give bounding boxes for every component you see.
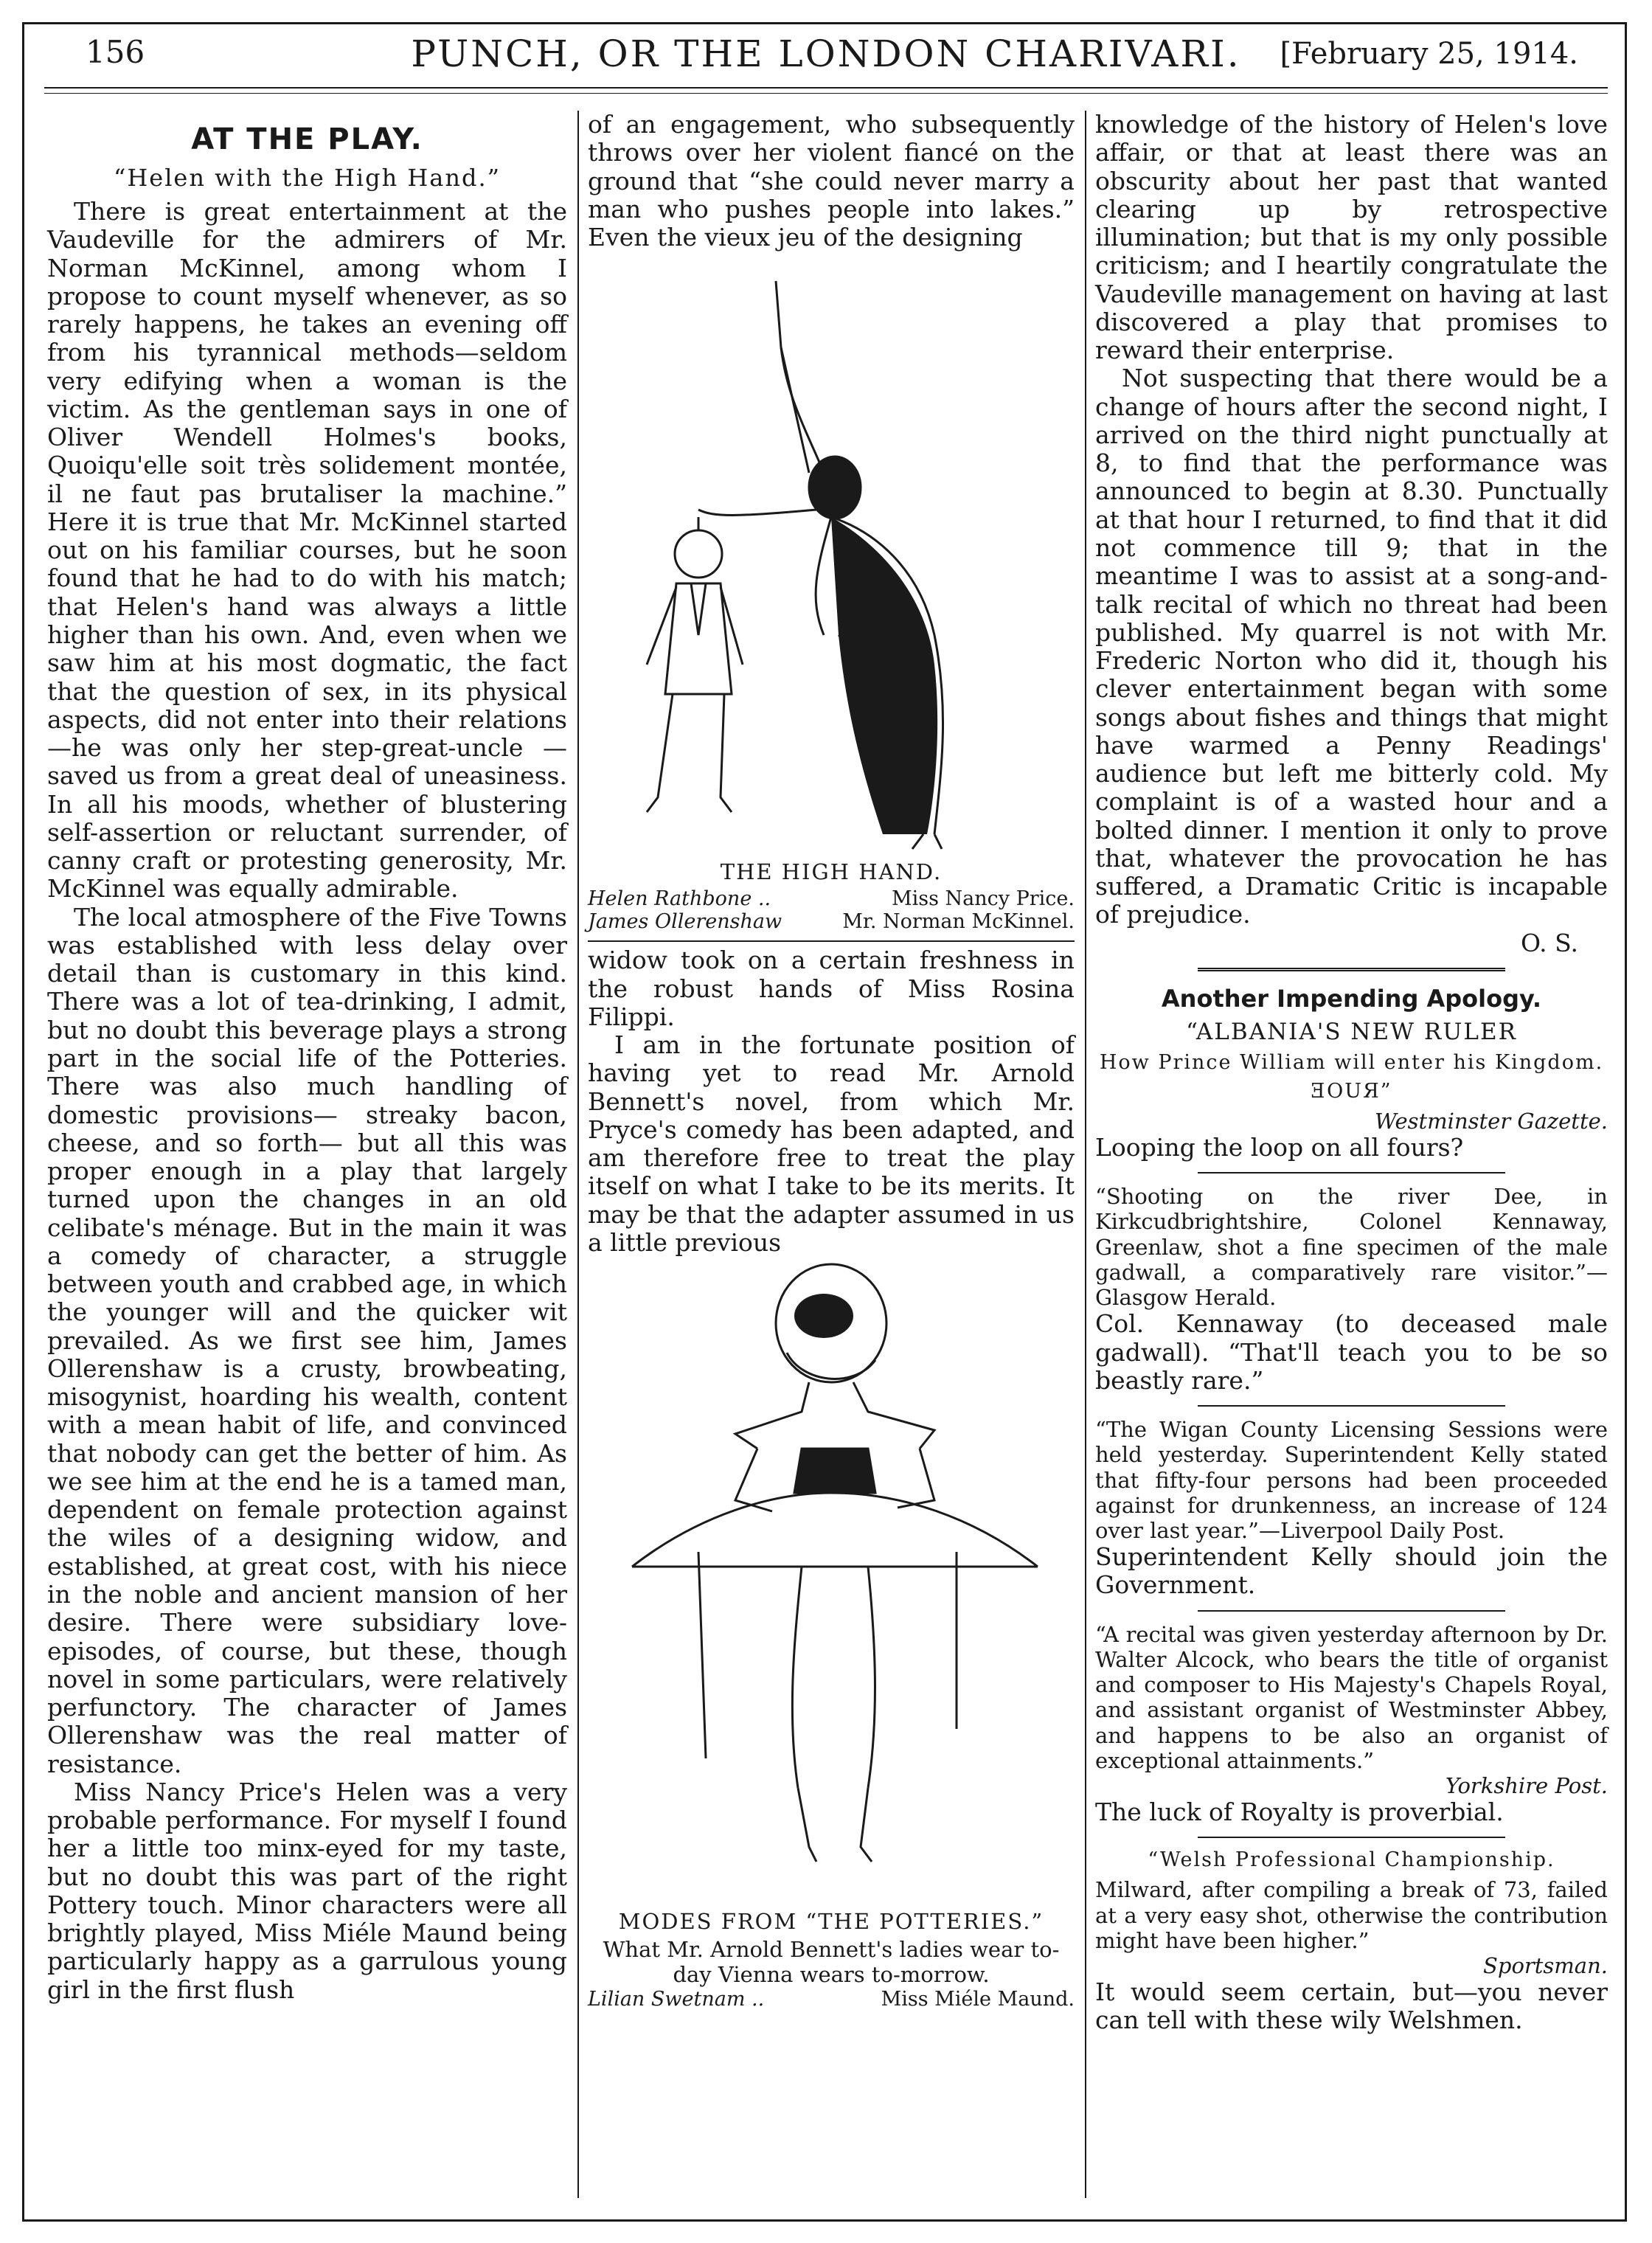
news-quote: Milward, after compiling a break of 73, failed at a very easy shot, otherwise the contribution might have been higher.” [1095,1877,1608,1953]
column-divider [1085,111,1086,2198]
column-2 [588,111,1075,2011]
high-hand-illustration [588,252,1075,856]
cast-actor: Miss Nancy Price. [891,887,1075,911]
item-rule [1198,1405,1505,1407]
cast-actor: Miss Miéle Maund. [881,1987,1075,2011]
cast-role: Lilian Swetnam .. [588,1987,765,2011]
news-quote: “The Wigan County Licensing Sessions were held yesterday. Superintendent Kelly stated that fifty-four persons had been proceeded against for drunkenness, an increase of 124 over last year.”—Liverpool Daily Post. [1095,1417,1608,1543]
page-number: 156 [86,34,145,70]
item-rule [1198,1837,1505,1838]
item-rule [1198,1172,1505,1173]
author-signature: O. S. [1520,928,1578,957]
illustration-caption: MODES FROM “THE POTTERIES.” [618,1909,1044,1935]
editorial-comment: It would seem certain, but—you never can tell with these wily Welshmen. [1095,1977,1608,2035]
article-paragraph: of an engagement, who subsequently throws over her violent fiancé on the ground that “she could never marry a man who pushes people into lakes.” Even the vieux jeu of the designing [588,110,1075,252]
header-rule-thin [44,93,1608,94]
cast-line [588,910,1075,933]
cast-line [588,887,1075,910]
illustration-caption: THE HIGH HAND. [720,859,943,885]
column-divider [577,111,579,2198]
inverted-word: ƎOUЯ” [1311,1079,1392,1103]
article-paragraph: The local atmosphere of the Five Towns was established with less delay over detail than is customary in this kind. There was a lot of tea-drinking, I admit, but no doubt this beverage plays a strong part in the social life of the Potteries. There was also much handling of domestic provisions— streaky bacon, cheese, and so forth— but all this was proper enough in a play that largely turned upon the changes in an old celibate's ménage. But in the main it was a comedy of character, a struggle between youth and crabbed age, in which the younger will and the quicker wit prevailed. As we first see him, James Ollerenshaw is a crusty, browbeating, misogynist, hoarding his wealth, content with a mean habit of life, and convinced that nobody can get the better of him. As we see him at the end he is a tamed man, dependent on female protection against the wiles of a designing widow, and established, at great cost, with his niece in the noble and ancient mansion of her desire. There were subsidiary love-episodes, of course, but these, though novel in some particulars, were relatively perfunctory. The character of James Ollerenshaw was the real matter of resistance. [47,902,567,1778]
caption-text: What Mr. Arnold Bennett's ladies wear to-day Vienna wears to-morrow. [603,1937,1060,1988]
article-paragraph: I am in the fortunate position of having yet to read Mr. Arnold Bennett's novel, from which Mr. Pryce's comedy has been adapted, and am therefore free to treat the play itself on what I take to be its merits. It may be that the adapter assumed in us a little previous [588,1030,1075,1257]
quoted-headline: “ALBANIA'S NEW RULER [1186,1018,1517,1045]
potteries-fashion-illustration [588,1257,1075,1906]
section-heading: Another Impending Apology. [1161,984,1542,1013]
section-rule [1198,968,1505,971]
editorial-comment: Col. Kennaway (to deceased male gadwall). “That'll teach you to be so beastly rare.” [1095,1309,1608,1395]
cast-line [588,1988,1075,2011]
article-paragraph: widow took on a certain freshness in the robust hands of Miss Rosina Filippi. [588,946,1075,1031]
editorial-comment: The luck of Royalty is proverbial. [1095,1797,1504,1827]
news-quote: “A recital was given yesterday afternoon by Dr. Walter Alcock, who bears the title of organist and composer to His Majesty's Chapels Royal, and assistant organist of Westminster Abbey, and happens to be also an organist of exceptional attainments.” [1095,1621,1608,1773]
article-paragraph: knowledge of the history of Helen's love affair, or that at least there was an obscurity about her past that wanted clearing up by retrospective illumination; but that is my only possible criticism; and I heartily congratulate the Vaudeville management on having at last discovered a play that promises to reward their enterprise. [1095,110,1608,365]
article-paragraph: Not suspecting that there would be a change of hours after the second night, I arrived on the third night punctually at 8, to find that the performance was announced to begin at 8.30. Punctually at that hour I returned, to find that it did not commence till 9; that in the meantime I was to assist at a song-and-talk recital of which no threat had been published. My quarrel is not with Mr. Frederic Norton who did it, though his clever entertainment began with some songs about fishes and things that might have warmed a Penny Readings' audience but left me bitterly cold. My complaint is of a wasted hour and a bolted dinner. I mention it only to prove that, whatever the provocation he has suffered, a Dramatic Critic is incapable of prejudice. [1095,364,1608,929]
cast-actor: Mr. Norman McKinnel. [842,910,1075,934]
article-paragraph: There is great entertainment at the Vaudeville for the admirers of Mr. Norman McKinnel, among whom I propose to count myself whenever, as so rarely happens, he takes an evening off from his tyrannical methods—seldom very edifying when a woman is the victim. As the gentleman says in one of Oliver Wendell Holmes's books, Quoiqu'elle soit très solidement montée, il ne faut pas brutaliser la machine.” Here it is true that Mr. McKinnel started out on his familiar courses, but he soon found that he had to do with his match; that Helen's hand was always a little higher than his own. And, even when we saw him at his most dogmatic, the fact that the question of sex, in its physical aspects, did not enter into their relations—he was only her step-great-uncle — saved us from a great deal of uneasiness. In all his moods, whether of blustering self-assertion or reluctant surrender, of canny craft or protesting generosity, Mr. McKinnel was equally admirable. [47,197,567,904]
issue-date: [February 25, 1914. [1280,37,1578,71]
editorial-comment: Looping the loop on all fours? [1095,1132,1464,1162]
column-3 [1095,111,1608,2035]
page-header [44,30,1608,83]
editorial-comment: Superintendent Kelly should join the Government. [1095,1542,1608,1600]
article-paragraph: Miss Nancy Price's Helen was a very probable performance. For myself I found her a little too minx-eyed for my taste, but no doubt this was part of the right Pottery touch. Minor characters were all brightly played, Miss Miéle Maund being particularly happy as a garrulous young girl in the first flush [47,1777,567,2004]
news-quote: “Shooting on the river Dee, in Kirkcudbrightshire, Colonel Kennaway, Greenlaw, shot a fine specimen of the male gadwall, a comparatively rare visitor.”—Glasgow Herald. [1095,1184,1608,1311]
quoted-subheadline: How Prince William will enter his Kingdom. [1099,1050,1604,1074]
quote-source: Yorkshire Post. [1445,1773,1608,1799]
column-1 [47,111,567,2004]
quote-source: Sportsman. [1483,1952,1608,1978]
caption-rule [588,940,1075,942]
cast-role: Helen Rathbone .. [588,887,771,911]
cast-role: James Ollerenshaw [588,910,782,934]
quote-source: Westminster Gazette. [1375,1108,1608,1134]
publication-title: PUNCH, OR THE LONDON CHARIVARI. [411,32,1241,75]
item-rule [1198,1610,1505,1612]
quoted-headline: “Welsh Professional Championship. [1148,1848,1555,1872]
article-subhead: “Helen with the High Hand.” [113,164,501,192]
header-rule [44,87,1608,89]
article-headline: AT THE PLAY. [191,122,423,156]
